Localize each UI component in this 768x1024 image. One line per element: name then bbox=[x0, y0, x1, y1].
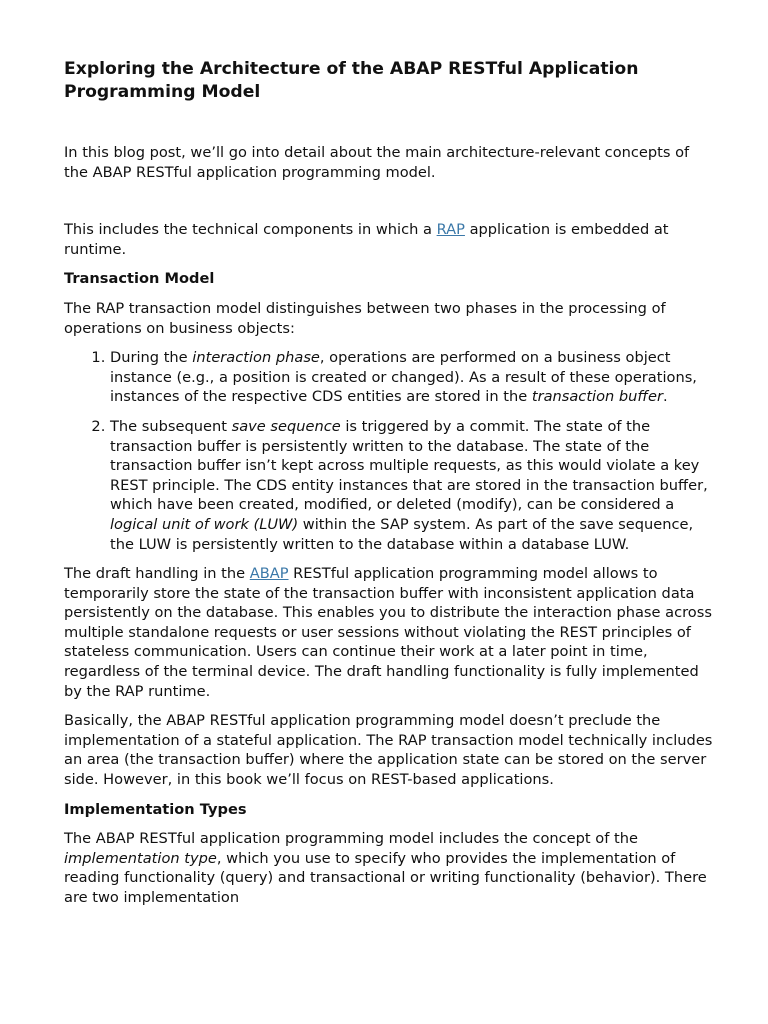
impl-text: The ABAP RESTful application programming model includes the concept of the bbox=[64, 830, 638, 848]
abap-link[interactable]: ABAP bbox=[249, 565, 289, 583]
stateful-paragraph: Basically, the ABAP RESTful application programming model doesn’t preclude the implementation of a stateful application. The RAP transaction model technically includes an area (the transaction buffer) where the application state can be stored on the server side. However, in this book we’ll focus on REST-based applications. bbox=[64, 712, 713, 789]
includes-paragraph bbox=[64, 220, 714, 259]
impl-text: , which you use to specify who provides the implementation of reading functionality (query) and transactional or writing functionality (behavior). There are two implementation bbox=[64, 849, 707, 906]
intro-paragraph: In this blog post, we’ll go into detail about the main architecture-relevant concepts of the ABAP RESTful application programming model. bbox=[64, 144, 690, 181]
draft-text-after: RESTful application programming model allows to temporarily store the state of the transaction buffer with inconsistent application data persistently on the database. This enables you to distribute the interaction phase across multiple standalone requests or user sessions without violating the REST principles of stateless communication. Users can continue their work at a later point in time, regardless of the terminal device. The draft handling functionality is fully implemented by the RAP runtime. bbox=[64, 565, 712, 700]
draft-paragraph bbox=[64, 564, 714, 701]
list-item-emphasis: logical unit of work (LUW) bbox=[110, 515, 299, 533]
rap-link[interactable]: RAP bbox=[436, 221, 465, 239]
list-item bbox=[110, 348, 714, 407]
list-item-emphasis: interaction phase bbox=[192, 349, 320, 367]
list-item-text: , operations are performed on a business object instance (e.g., a position is created or changed). As a result of these operations, instances of the respective CDS entities are stored in the bbox=[110, 349, 697, 406]
document-page bbox=[64, 58, 714, 908]
list-item-emphasis: save sequence bbox=[231, 417, 341, 435]
includes-text-before: This includes the technical components in which a bbox=[64, 221, 437, 239]
list-item bbox=[110, 417, 714, 554]
list-item-text: The subsequent bbox=[110, 417, 232, 435]
page-title: Exploring the Architecture of the ABAP RESTful Application Programming Model bbox=[64, 59, 639, 102]
list-item-text: During the bbox=[110, 349, 193, 367]
transaction-intro-paragraph: The RAP transaction model distinguishes between two phases in the processing of operations on business objects: bbox=[64, 299, 666, 337]
transaction-model-heading: Transaction Model bbox=[64, 270, 215, 288]
includes-text-after: application is embedded at runtime. bbox=[64, 221, 669, 258]
implementation-types-heading: Implementation Types bbox=[64, 800, 247, 818]
implementation-paragraph bbox=[64, 829, 714, 907]
list-item-emphasis: transaction buffer bbox=[531, 388, 663, 406]
list-item-text: is triggered by a commit. The state of the transaction buffer is persistently written to the database. The state of the transaction buffer isn’t kept across multiple requests, as this would violate a key REST principle. The CDS entity instances that are stored in the transaction buffer, which have been created, modified, or deleted (modify), can be considered a bbox=[110, 417, 708, 514]
list-item-text: . bbox=[662, 388, 668, 406]
draft-text-before: The draft handling in the bbox=[64, 565, 250, 583]
phases-list bbox=[64, 348, 714, 554]
impl-emphasis: implementation type bbox=[64, 849, 217, 867]
list-item-text: within the SAP system. As part of the save sequence, the LUW is persistently written to the database within a database LUW. bbox=[110, 515, 694, 553]
